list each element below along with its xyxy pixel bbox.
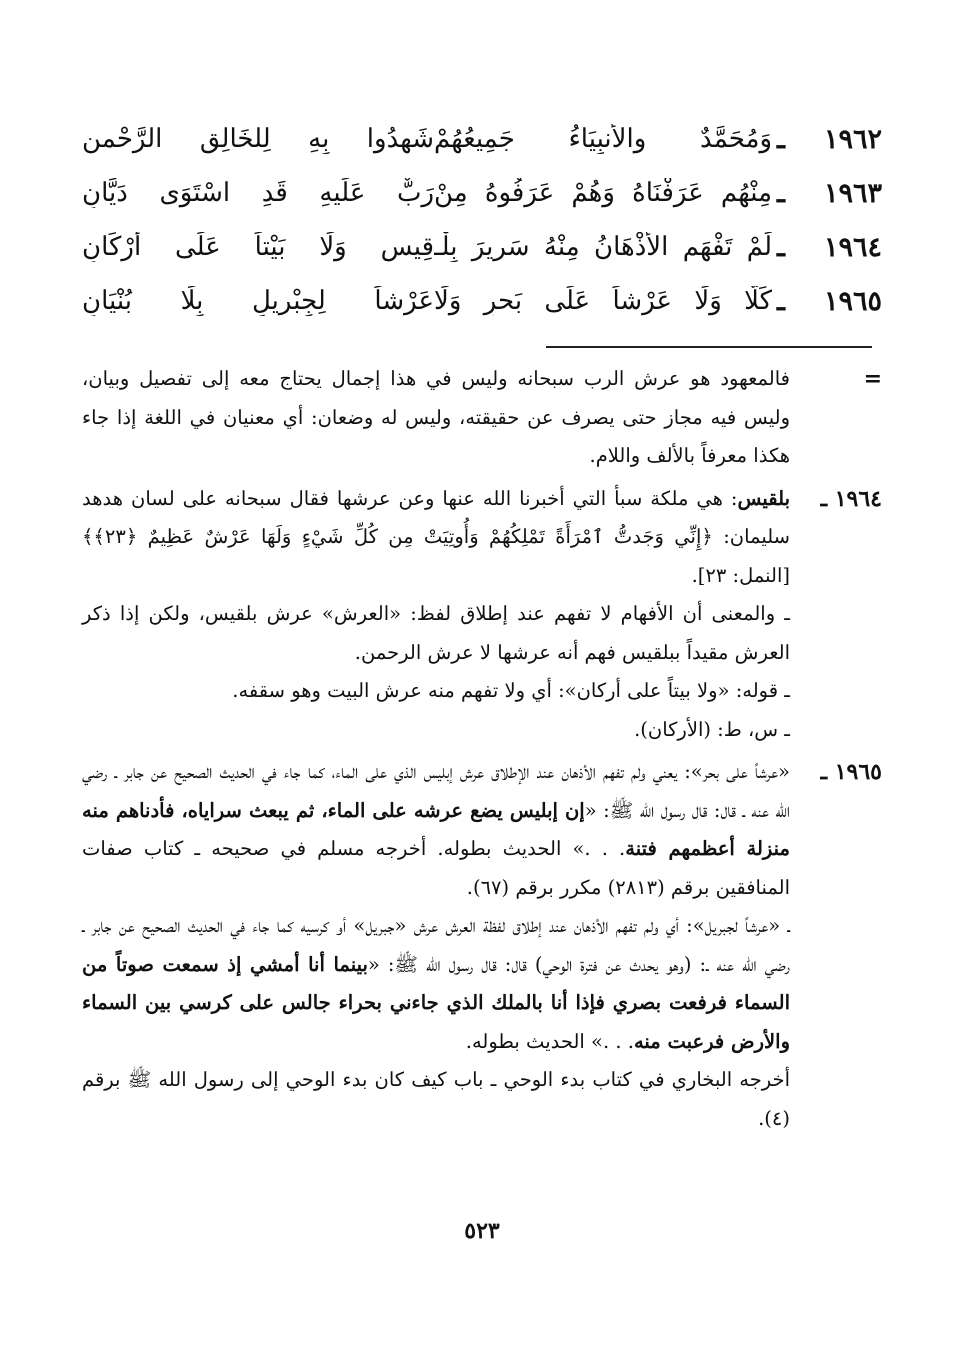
verse-row bbox=[82, 166, 882, 220]
verse-second-hemistich: قِيسٍ وَلَا بَيْتاً عَلَى أرْكَانِ bbox=[82, 232, 434, 262]
footnote-1965 bbox=[82, 753, 882, 1138]
footnote-body bbox=[82, 360, 790, 476]
verse-first-hemistich: لَمْ تَفْهَمِ الأذْهَانُ مِنْهُ سَرِيرَ بِلْـ bbox=[434, 232, 772, 262]
footnote-1964 bbox=[82, 480, 882, 750]
footnote-paragraph: ـ «عرشاً لجبريل»: أي ولم تفهم الأذهان عند إطلاق لفظة العرش عرش «جبريل» أو كرسيه كما جاء في الحديث الصحيح عن جابر ـ رضي الله عنه ـ: (وهو يحدث عن فترة الوحي) قال: قال رسول الله ﷺ: «بينما أنا أمشي إذ سمعت صوتاً من السماء فرفعت بصري فإذا أنا بالملك الذي جاءني بحراء جالس على كرسي بين السماء والأرض فرعبت منه. . .» الحديث بطوله. bbox=[82, 914, 791, 1053]
verse-first-hemistich: وَمُحَمَّدٌ والأنبِيَاءُ جَمِيعُهُمْ bbox=[434, 124, 772, 154]
verse-number: ١٩٦٤ bbox=[823, 231, 882, 263]
verse-number: ١٩٦٣ bbox=[823, 177, 882, 209]
footnote-number: ١٩٦٤ ـ bbox=[820, 485, 882, 512]
verse-dash: ـ bbox=[777, 285, 785, 317]
verse-row bbox=[82, 112, 882, 166]
footnote-paragraph: فالمعهود هو عرش الرب سبحانه وليس في هذا إجمال يحتاج معه إلى تفصيل وبيان، وليس فيه مجاز حتى يصرف عن حقيقته، وليس له وضعان: أي معنيان في اللغة إذا جاء هكذا معرفاً بالألف واللام. bbox=[82, 367, 790, 467]
quran-quote: ﴿إِنِّي وَجَدتُّ ٱمْرَأَةً تَمْلِكُهُمْ وَأُوتِيَتْ مِن كُلِّ شَيْءٍ وَلَهَا عَرْشٌ عَظِيمٌ ﴿٢٣﴾﴾ bbox=[82, 525, 713, 548]
verse-row bbox=[82, 274, 882, 328]
footnotes bbox=[82, 360, 882, 1138]
page-number: ٥٢٣ bbox=[464, 1218, 500, 1244]
verse-number: ١٩٦٢ bbox=[823, 123, 882, 155]
footnote-paragraph: ـ قوله: «ولا بيتاً على أركان»: أي ولا تفهم منه عرش البيت وهو سقفه. bbox=[232, 679, 790, 702]
footnote-lead: بلقيس bbox=[737, 486, 790, 510]
verse-first-hemistich: مِنْهُم عَرَفْنَاهُ وَهُمْ عَرَفُوهُ مِنْ bbox=[434, 178, 772, 208]
verse-row bbox=[82, 220, 882, 274]
verse-first-hemistich: كَلَّا وَلَا عَرْشاً عَلَى بَحرٍ وَلَا bbox=[434, 286, 772, 316]
verse-dash: ـ bbox=[777, 231, 785, 263]
footnote-paragraph: أخرجه البخاري في كتاب بدء الوحي ـ باب كيف كان بدء الوحي إلى رسول الله ﷺ برقم (٤). bbox=[82, 1068, 790, 1130]
footnote-paragraph: «عرشاً على بحر»: يعني ولم تفهم الأذهان عند الإطلاق عرش إبليس الذي على الماء، كما جاء في الحديث الصحيح عن جابر ـ رضي الله عنه ـ قال: قال رسول الله ﷺ: «إن إبليس يضع عرشه على الماء، ثم يبعث سراياه، فأدناهم منه منزلة أعظمهم فتنة. . .» الحديث بطوله. أخرجه مسلم في صحيحه ـ كتاب صفات المنافقين برقم (٢٨١٣) مكرر برقم (٦٧). bbox=[82, 760, 790, 899]
verse-second-hemistich: عَرْشاً لِجِبْرِيلٍ بِلَا بُنْيَانِ bbox=[82, 286, 434, 316]
footnote-number: ١٩٦٥ ـ bbox=[820, 759, 882, 785]
verse-dash: ـ bbox=[777, 177, 785, 209]
verse-second-hemistich: رَبٌّ عَلَيهِ قَدِ اسْتَوَى دَيَّانِ bbox=[82, 178, 434, 208]
continuation-marker: = bbox=[863, 366, 882, 392]
footnote-paragraph: ـ س، ط: (الأركان). bbox=[634, 717, 790, 741]
footnote-body bbox=[82, 480, 790, 750]
footnote-continued bbox=[82, 360, 882, 476]
hadith-text: بينما أنا أمشي إذ سمعت صوتاً من السماء فرفعت بصري فإذا أنا بالملك الذي جاءني بحراء جالس على كرسي بين السماء والأرض فرعبت منه bbox=[82, 952, 791, 1053]
footnote-separator bbox=[546, 346, 872, 348]
verse-second-hemistich: شَهِدُوا بِهِ لِلخَالِقِ الرَّحْمنِ bbox=[82, 124, 434, 154]
verse-number: ١٩٦٥ bbox=[823, 285, 882, 317]
verses-block bbox=[82, 112, 882, 328]
footnote-paragraph: بلقيس: هي ملكة سبأ التي أخبرنا الله عنها وعن عرشها فقال سبحانه على لسان هدهد سليمان: ﴿إِنِّي وَجَدتُّ ٱمْرَأَةً تَمْلِكُهُمْ وَأُوتِيَتْ مِن كُلِّ شَيْءٍ وَلَهَا عَرْشٌ عَظِيمٌ ﴿٢٣﴾﴾ [النمل: ٢٣]. bbox=[82, 486, 790, 587]
verse-dash: ـ bbox=[777, 123, 785, 155]
footnote-body bbox=[82, 753, 790, 1138]
footnote-paragraph: ـ والمعنى أن الأفهام لا تفهم عند إطلاق لفظ: «العرش» عرش بلقيس، ولكن إذا ذكر العرش مقيداً ببلقيس فهم أنه عرشها لا عرش الرحمن. bbox=[82, 602, 790, 664]
hadith-text: إن إبليس يضع عرشه على الماء، ثم يبعث سراياه، فأدناهم منه منزلة أعظمهم فتنة bbox=[82, 798, 790, 860]
